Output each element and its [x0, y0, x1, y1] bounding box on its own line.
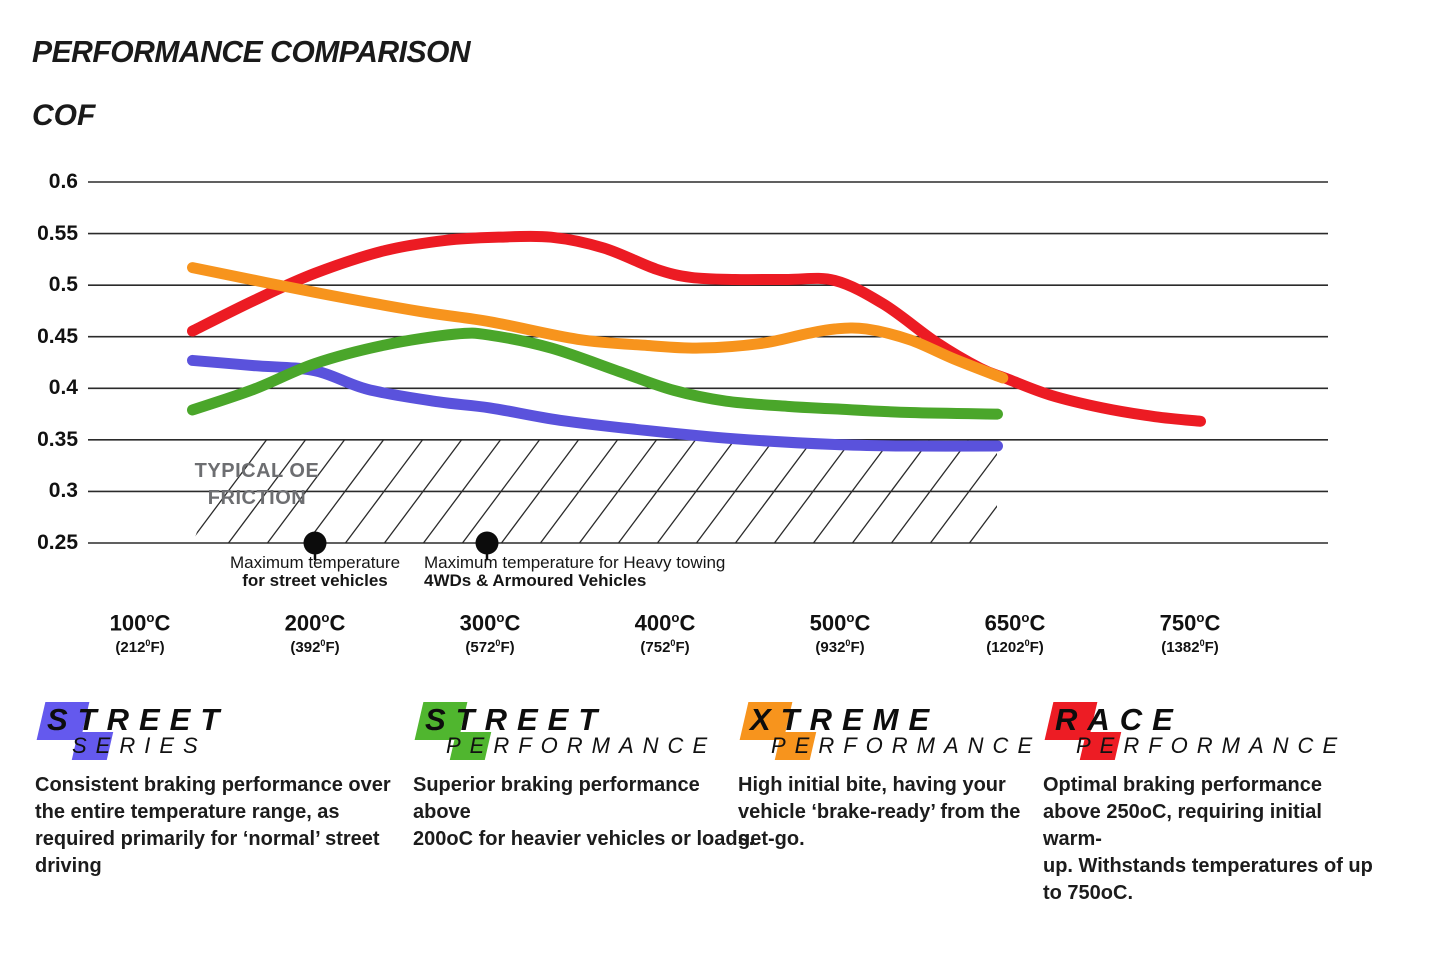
logo-word1: XTREME — [750, 702, 940, 737]
legend-description: High initial bite, having your vehicle ‘brake-ready’ from the get-go. — [738, 774, 1021, 850]
x-tick-fahrenheit: $(752^0F)$ — [640, 638, 690, 657]
marker-label-line2: for street vehicles — [242, 571, 388, 590]
brand-logo — [738, 694, 1042, 758]
x-tick-fahrenheit: $(932^0F)$ — [815, 638, 865, 657]
y-tick-label: 0.3 — [48, 479, 78, 503]
x-tick-label — [595, 606, 735, 656]
x-tick-fahrenheit: $(572^0F)$ — [465, 638, 515, 657]
typical-oe-friction-label — [168, 458, 346, 512]
x-tick-celsius: 100$^o$C — [109, 610, 171, 636]
y-axis-title: COF — [32, 99, 96, 132]
marker-label-line1: Maximum temperature for Heavy towing — [424, 553, 726, 572]
x-tick-celsius: 650$^o$C — [984, 610, 1046, 636]
x-tick-label — [420, 606, 560, 656]
y-tick-label: 0.35 — [37, 427, 78, 451]
legend-race-performance — [1043, 694, 1383, 907]
legend-description: Optimal braking performance above 250oC, requiring initial warm- up. Withstands temperatures of up to 750oC. — [1043, 774, 1373, 904]
x-tick-fahrenheit: $(212^0F)$ — [115, 638, 165, 657]
logo-word2: PERFORMANCE — [1076, 733, 1347, 758]
x-tick-label — [770, 606, 910, 656]
legend-street-performance — [413, 694, 763, 853]
legend-description: Consistent braking performance over the entire temperature range, as required primarily for ‘normal’ street driving — [35, 774, 391, 877]
marker-label — [424, 554, 725, 590]
logo-word1: STREET — [425, 702, 608, 737]
x-tick-fahrenheit: $(392^0F)$ — [290, 638, 340, 657]
x-tick-label — [1120, 606, 1260, 656]
x-tick-fahrenheit: (1382$^0$F) — [1161, 638, 1219, 657]
x-tick-celsius: 500$^o$C — [809, 610, 871, 636]
brand-logo — [1043, 694, 1383, 758]
brand-logo — [35, 694, 397, 758]
logo-word2: PERFORMANCE — [771, 733, 1042, 758]
oe-label-line1: TYPICAL OE — [194, 460, 320, 482]
logo-word1: STREET — [47, 702, 230, 737]
x-tick-label — [945, 606, 1085, 656]
legend-xtreme-performance — [738, 694, 1042, 853]
x-tick-fahrenheit: (1202$^0$F) — [986, 638, 1044, 657]
y-tick-label: 0.25 — [37, 531, 78, 554]
brand-logo — [413, 694, 763, 758]
logo-word2: PERFORMANCE — [446, 733, 717, 758]
y-tick-label: 0.6 — [48, 170, 78, 193]
page-title: PERFORMANCE COMPARISON — [32, 34, 471, 69]
marker-label-line2: 4WDs & Armoured Vehicles — [424, 571, 647, 590]
marker-dot — [304, 532, 327, 555]
y-tick-label: 0.5 — [48, 273, 78, 297]
y-tick-label: 0.45 — [37, 324, 78, 348]
marker-label-line1: Maximum temperature — [229, 553, 401, 572]
logo-word1: RACE — [1055, 702, 1183, 737]
curve-street-series — [193, 360, 998, 446]
x-tick-celsius: 200$^o$C — [284, 610, 346, 636]
y-tick-label: 0.4 — [48, 376, 78, 400]
marker-dot — [476, 532, 499, 555]
x-tick-label — [245, 606, 385, 656]
oe-label-line2: FRICTION — [207, 487, 307, 509]
logo-word2: SERIES — [72, 733, 207, 758]
x-tick-celsius: 300$^o$C — [459, 610, 521, 636]
legend-description: Superior braking performance above 200oC for heavier vehicles or loads. — [413, 774, 755, 850]
y-tick-label: 0.55 — [37, 221, 78, 245]
x-tick-celsius: 400$^o$C — [634, 610, 696, 636]
legend-street-series — [35, 694, 397, 880]
x-tick-celsius: 750$^o$C — [1159, 610, 1221, 636]
x-tick-label — [70, 606, 210, 656]
